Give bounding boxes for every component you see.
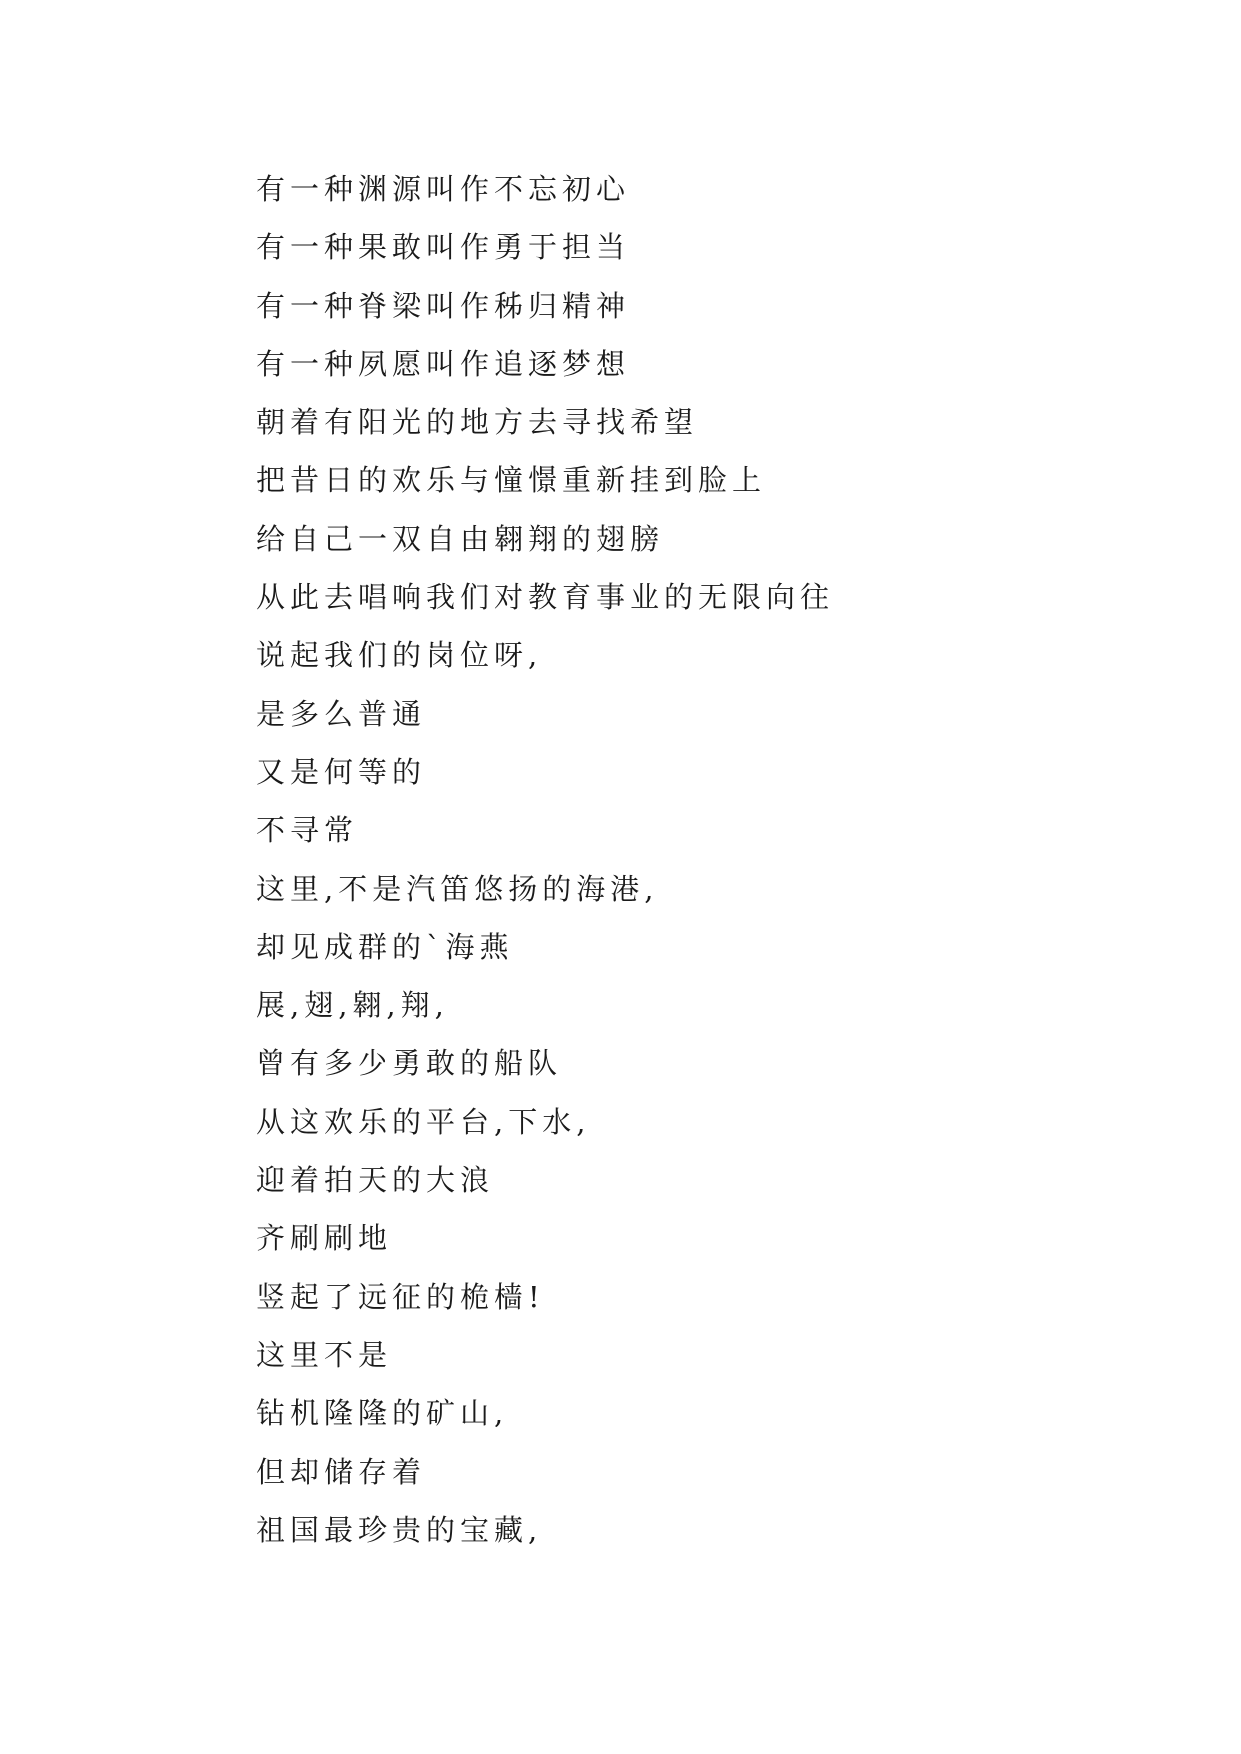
poem-line: 曾有多少勇敢的船队 — [256, 1046, 563, 1081]
poem-line: 竖起了远征的桅樯! — [256, 1279, 545, 1314]
poem-line: 这里,不是汽笛悠扬的海港, — [256, 871, 659, 906]
poem-text — [256, 160, 834, 1559]
poem-line: 祖国最珍贵的宝藏, — [256, 1512, 543, 1547]
poem-line: 齐刷刷地 — [256, 1221, 393, 1256]
poem-line: 有一种果敢叫作勇于担当 — [256, 230, 631, 265]
poem-line: 有一种脊梁叫作秭归精神 — [256, 288, 631, 323]
poem-line: 这里不是 — [256, 1337, 393, 1372]
poem-line: 有一种渊源叫作不忘初心 — [256, 172, 631, 206]
poem-line: 给自己一双自由翱翔的翅膀 — [256, 521, 665, 556]
poem-line: 又是何等的 — [256, 754, 427, 789]
poem-line: 钻机隆隆的矿山, — [256, 1396, 509, 1431]
poem-line: 说起我们的岗位呀, — [256, 638, 543, 673]
poem-line: 朝着有阳光的地方去寻找希望 — [256, 405, 699, 440]
poem-line: 但却储存着 — [256, 1454, 427, 1489]
poem-line: 有一种夙愿叫作追逐梦想 — [256, 346, 631, 381]
poem-line: 不寻常 — [256, 813, 359, 848]
poem-line: 迎着拍天的大浪 — [256, 1163, 495, 1198]
poem-line: 是多么普通 — [256, 696, 427, 731]
poem-line: 从这欢乐的平台,下水, — [256, 1104, 591, 1139]
poem-line: 把昔日的欢乐与憧憬重新挂到脸上 — [256, 463, 767, 498]
poem-line: 从此去唱响我们对教育事业的无限向往 — [256, 580, 835, 615]
poem-line: 展,翅,翱,翔, — [256, 988, 449, 1023]
poem-line: 却见成群的`海燕 — [256, 929, 514, 964]
